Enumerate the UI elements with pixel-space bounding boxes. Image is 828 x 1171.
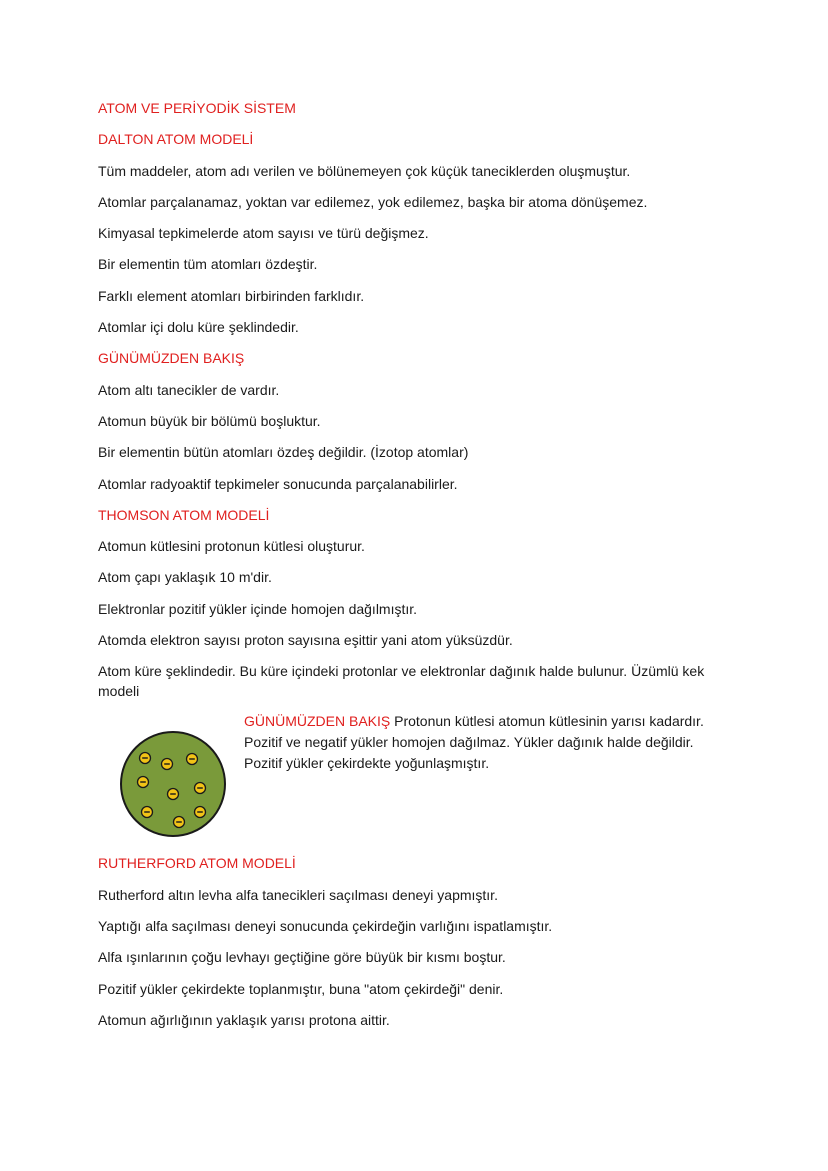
thomson-today-text: Protonun kütlesi atomun kütlesinin yarısı kadardır. Pozitif ve negatif yükler homojen dağılmaz. Yükler dağınık halde değildir. Pozitif yükler çekirdekte yoğunlaşmıştır. [244,713,704,771]
electron [168,789,179,800]
document-page [98,98,728,1041]
thomson-item: Elektronlar pozitif yükler içinde homojen dağılmıştır. [98,600,418,617]
dalton-item: Tüm maddeler, atom adı verilen ve bölünemeyen çok küçük taneciklerden oluşmuştur. [98,162,631,179]
electron [195,783,206,794]
thomson-today-paragraph [244,711,734,773]
electron [195,807,206,818]
electron [162,759,173,770]
electron [187,754,198,765]
rutherford-item: Atomun ağırlığının yaklaşık yarısı protona aittir. [98,1011,390,1028]
positive-sphere [121,732,225,836]
electron [140,753,151,764]
electron [142,807,153,818]
thomson-item: Atom küre şeklindedir. Bu küre içindeki protonlar ve elektronlar dağınık halde bulunur. Üzümlü kek modeli [98,663,705,700]
rutherford-item: Yaptığı alfa saçılması deneyi sonucunda çekirdeğin varlığını ispatlamıştır. [98,917,553,934]
thomson-item: Atom çapı yaklaşık 10 m'dir. [98,569,272,586]
thomson-atom-model-figure [118,729,228,839]
dalton-item: Kimyasal tepkimelerde atom sayısı ve türü değişmez. [98,225,429,242]
dalton-heading: DALTON ATOM MODELİ [98,131,254,148]
dalton-today-heading: GÜNÜMÜZDEN BAKIŞ [98,350,245,367]
thomson-item: Atomda elektron sayısı proton sayısına eşittir yani atom yüksüzdür. [98,632,513,649]
thomson-today-heading: GÜNÜMÜZDEN BAKIŞ [244,713,391,730]
electron [174,817,185,828]
dalton-today-item: Atomun büyük bir bölümü boşluktur. [98,412,321,429]
thomson-figure-block [98,711,728,853]
thomson-item: Atomun kütlesini protonun kütlesi oluşturur. [98,538,365,555]
dalton-today-item: Atom altı tanecikler de vardır. [98,381,280,398]
document-title: ATOM VE PERİYODİK SİSTEM [98,100,296,116]
thomson-heading: THOMSON ATOM MODELİ [98,506,270,523]
dalton-item: Farklı element atomları birbirinden farklıdır. [98,287,365,304]
dalton-today-item: Atomlar radyoaktif tepkimeler sonucunda parçalanabilirler. [98,475,458,492]
rutherford-item: Rutherford altın levha alfa tanecikleri saçılması deneyi yapmıştır. [98,886,498,903]
dalton-item: Atomlar içi dolu küre şeklindedir. [98,319,299,336]
dalton-item: Bir elementin tüm atomları özdeştir. [98,256,318,273]
dalton-item: Atomlar parçalanamaz, yoktan var edilemez, yok edilemez, başka bir atoma dönüşemez. [98,193,648,210]
rutherford-heading: RUTHERFORD ATOM MODELİ [98,855,296,872]
electron [138,777,149,788]
rutherford-item: Alfa ışınlarının çoğu levhayı geçtiğine göre büyük bir kısmı boştur. [98,949,506,966]
rutherford-item: Pozitif yükler çekirdekte toplanmıştır, buna "atom çekirdeği" denir. [98,980,504,997]
dalton-today-item: Bir elementin bütün atomları özdeş değildir. (İzotop atomlar) [98,444,469,461]
